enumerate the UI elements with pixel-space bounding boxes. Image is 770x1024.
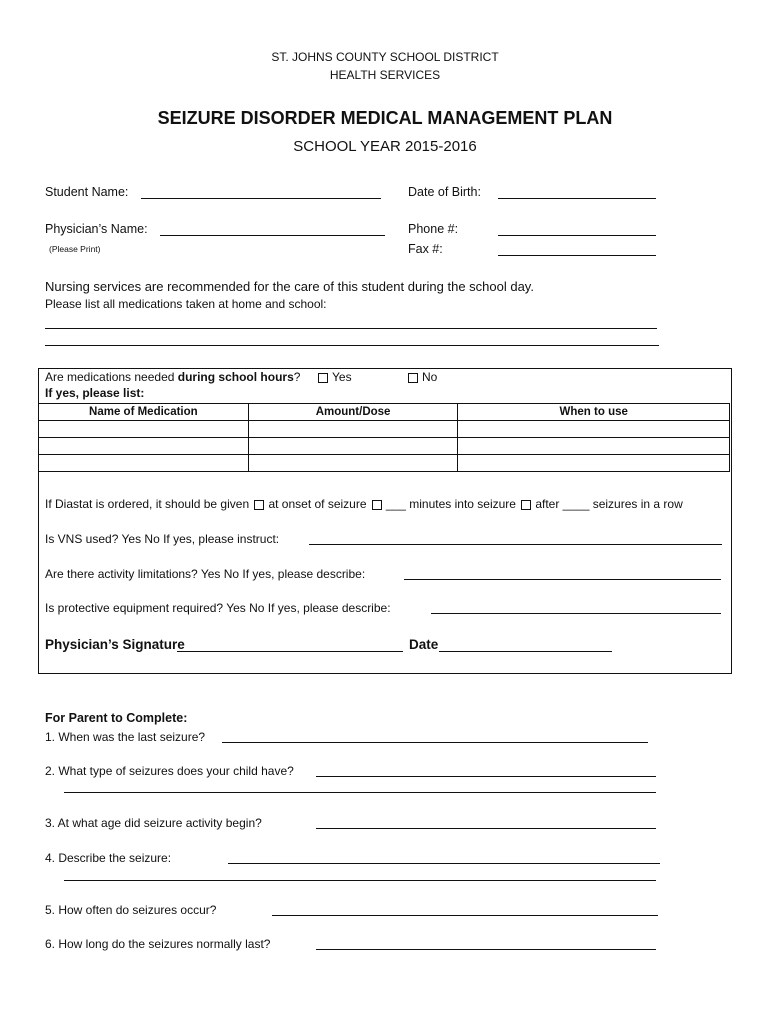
phone-field[interactable] <box>498 235 656 236</box>
parent-answer-6[interactable] <box>316 949 656 950</box>
table-cell[interactable] <box>248 438 458 455</box>
parent-question-4: 4. Describe the seizure: <box>45 851 172 865</box>
signature-date-field[interactable] <box>439 651 612 652</box>
after-checkbox[interactable] <box>521 500 531 510</box>
medication-list-prompt: Please list all medications taken at home and school: <box>45 297 327 311</box>
minutes-checkbox[interactable] <box>372 500 382 510</box>
nursing-statement: Nursing services are recommended for the care of this student during the school day. <box>45 279 534 294</box>
table-row <box>39 455 730 472</box>
yes-checkbox[interactable] <box>318 373 328 383</box>
parent-question-6: 6. How long do the seizures normally last? <box>45 937 271 951</box>
page-title: SEIZURE DISORDER MEDICAL MANAGEMENT PLAN <box>157 108 613 128</box>
physician-name-field[interactable] <box>160 235 385 236</box>
parent-answer-2-continued[interactable] <box>64 792 656 793</box>
parent-answer-2[interactable] <box>316 776 656 777</box>
table-row <box>39 421 730 438</box>
protective-question: Is protective equipment required? Yes No If yes, please describe: <box>45 601 391 615</box>
table-cell[interactable] <box>458 438 730 455</box>
diastat-instructions: If Diastat is ordered, it should be given at onset of seizure ___ minutes into seizure after ____ seizures in a row <box>45 497 683 511</box>
meds-no-option[interactable]: No <box>406 370 437 384</box>
table-cell[interactable] <box>39 438 249 455</box>
meds-during-school-question: Are medications needed during school hours? <box>45 370 301 384</box>
column-amount-dose: Amount/Dose <box>248 404 458 421</box>
fax-label: Fax #: <box>408 242 443 256</box>
no-checkbox[interactable] <box>408 373 418 383</box>
table-row <box>39 438 730 455</box>
signature-date-label: Date <box>409 637 439 652</box>
student-name-field[interactable] <box>141 198 381 199</box>
phone-label: Phone #: <box>408 222 459 236</box>
fax-field[interactable] <box>498 255 656 256</box>
medication-list-line-1[interactable] <box>45 328 657 329</box>
parent-question-2: 2. What type of seizures does your child have? <box>45 764 294 778</box>
meds-yes-option[interactable]: Yes <box>316 370 352 384</box>
district-name: ST. JOHNS COUNTY SCHOOL DISTRICT <box>271 50 499 64</box>
table-header-row <box>39 404 730 421</box>
activity-describe-field[interactable] <box>404 579 721 580</box>
table-cell[interactable] <box>458 455 730 472</box>
please-print-note: (Please Print) <box>49 244 101 254</box>
department-name: HEALTH SERVICES <box>329 68 441 82</box>
protective-describe-field[interactable] <box>431 613 721 614</box>
medication-table <box>38 403 730 472</box>
parent-question-1: 1. When was the last seizure? <box>45 730 206 744</box>
vns-question: Is VNS used? Yes No If yes, please instruct: <box>45 532 280 546</box>
physician-signature-field[interactable] <box>177 651 403 652</box>
parent-answer-5[interactable] <box>272 915 658 916</box>
table-cell[interactable] <box>39 455 249 472</box>
parent-section-heading: For Parent to Complete: <box>45 711 188 725</box>
parent-answer-4[interactable] <box>228 863 660 864</box>
student-name-label: Student Name: <box>45 185 129 199</box>
vns-instruct-field[interactable] <box>309 544 722 545</box>
physician-signature-label: Physician’s Signature <box>45 637 185 652</box>
activity-question: Are there activity limitations? Yes No If yes, please describe: <box>45 567 366 581</box>
school-year: SCHOOL YEAR 2015-2016 <box>293 138 477 155</box>
parent-answer-4-continued[interactable] <box>64 880 656 881</box>
parent-question-3: 3. At what age did seizure activity begin? <box>45 816 262 830</box>
onset-checkbox[interactable] <box>254 500 264 510</box>
table-cell[interactable] <box>39 421 249 438</box>
table-cell[interactable] <box>248 421 458 438</box>
parent-answer-3[interactable] <box>316 828 656 829</box>
table-cell[interactable] <box>458 421 730 438</box>
column-when-to-use: When to use <box>458 404 730 421</box>
dob-field[interactable] <box>498 198 656 199</box>
physician-name-label: Physician’s Name: <box>45 222 148 236</box>
table-cell[interactable] <box>248 455 458 472</box>
parent-answer-1[interactable] <box>222 742 648 743</box>
column-name-of-medication: Name of Medication <box>39 404 249 421</box>
parent-question-5: 5. How often do seizures occur? <box>45 903 217 917</box>
medication-list-line-2[interactable] <box>45 345 659 346</box>
dob-label: Date of Birth: <box>408 185 481 199</box>
if-yes-list-label: If yes, please list: <box>45 386 145 400</box>
